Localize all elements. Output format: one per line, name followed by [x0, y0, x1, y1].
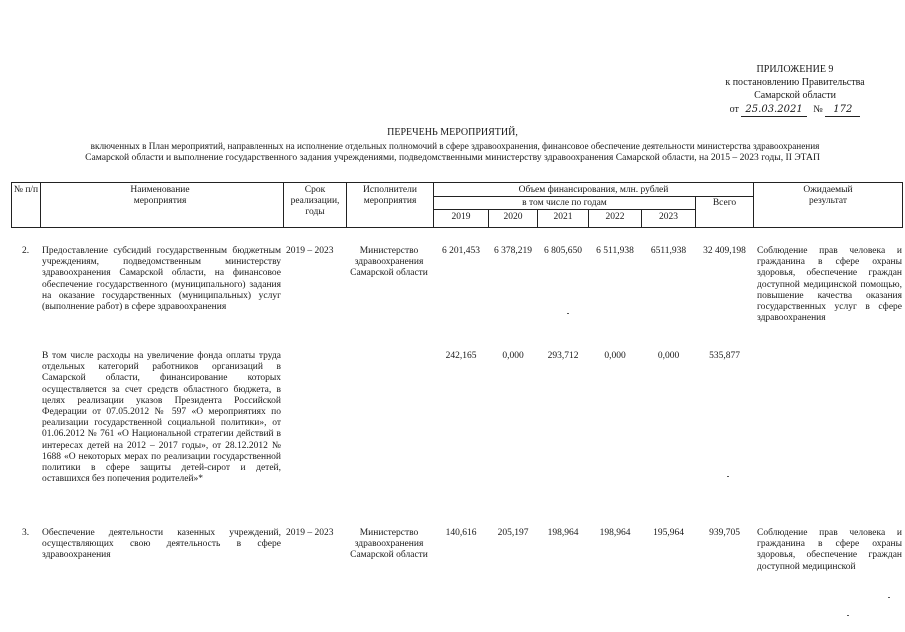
- row-value-2019: 6 201,453: [442, 246, 480, 256]
- row-result: Соблюдение прав человека и гражданина в сфере охраны здоровья, обеспечение граждан доступной медицинской: [757, 528, 902, 572]
- row-num: 3.: [22, 528, 30, 538]
- scan-speck: [888, 597, 890, 598]
- row-name: В том числе расходы на увеличение фонда оплаты труда отдельных категорий работников организаций в Самарской области, финансирование которых осуществляется за счет средств областного бюджета, в целях реализации указов Президента Российской Федерации от 07.05.2012 № 597 «О мероприятиях по реализации государственной социальной политики», от 01.06.2012 № 761 «О Национальной стратегии действий в интересах детей на 2012 – 2017 годы», от 28.12.2012 № 1688 «О некоторых мерах по реализации государственной политики в сфере защиты детей-сирот и детей, оставшихся без попечения родителей»*: [42, 351, 281, 485]
- row-executor: Министерство здравоохранения Самарской области: [350, 528, 428, 561]
- row-value-2023: 6511,938: [650, 246, 687, 256]
- heading-line2: включенных в План мероприятий, направленных на исполнение отдельных полномочий в сфере здравоохранения, финансовое обеспечение деятельности министерства здравоохранения: [90, 141, 820, 151]
- row-value-2020: 6 378,219: [494, 246, 532, 256]
- row-total: 535,877: [709, 351, 740, 361]
- row-term: 2019 – 2023: [286, 528, 334, 538]
- row-value-2022: 198,964: [599, 528, 631, 538]
- row-name: Обеспечение деятельности казенных учреждений, осуществляющих свою деятельность в сфере здравоохранения: [42, 528, 281, 561]
- header-year-2022: 2022: [605, 212, 625, 222]
- row-num: 2.: [22, 246, 30, 256]
- row-value-2023: 0,000: [657, 351, 680, 361]
- appendix-line1: к постановлению Правительства: [725, 77, 865, 88]
- row-value-2021: 6 805,650: [544, 246, 582, 256]
- appendix-block: [715, 63, 875, 117]
- header-term: Срок реализации, годы: [290, 185, 340, 217]
- header-name: Наименование мероприятия: [130, 185, 190, 206]
- decree-date: 25.03.2021: [741, 103, 806, 117]
- header-year-2020: 2020: [503, 212, 523, 222]
- row-value-2022: 0,000: [604, 351, 626, 361]
- header-result: Ожидаемый результат: [803, 185, 853, 206]
- row-value-2020: 205,197: [497, 528, 529, 538]
- row-name: Предоставление субсидий государственным бюджетным учреждениям, подведомственным министерству здравоохранения Самарской области, на финансовое обеспечение государственного (муниципального) задания на оказание государственных (муниципальных) услуг (выполнение работ) в сфере здравоохранения: [42, 246, 281, 313]
- header-year-2023: 2023: [659, 212, 678, 222]
- row-value-2023: 195,964: [653, 528, 684, 538]
- scan-speck: [847, 615, 849, 616]
- scan-speck: [727, 476, 729, 477]
- row-value-2019: 140,616: [445, 528, 477, 538]
- appendix-date-line: [715, 103, 875, 117]
- header-by-years: в том числе по годам: [522, 198, 607, 208]
- header-funding: Объем финансирования, млн. рублей: [518, 185, 669, 195]
- row-value-2021: 198,964: [547, 528, 579, 538]
- row-value-2019: 242,165: [445, 351, 477, 361]
- row-term: 2019 – 2023: [286, 246, 334, 256]
- header-num: № п/п: [13, 185, 39, 195]
- row-result: Соблюдение прав человека и гражданина в сфере охраны здоровья, обеспечение граждан доступной медицинской помощью, повышение качества оказания государственных услуг в сфере здравоохранения: [757, 246, 902, 324]
- heading-line3: Самарской области и выполнение государственного задания учреждениями, подведомственными министерству здравоохранения Самарской области, на 2015 – 2023 годы, II ЭТАП: [85, 152, 820, 163]
- row-total: 32 409,198: [703, 246, 746, 256]
- scan-speck: [567, 313, 569, 314]
- row-value-2020: 0,000: [502, 351, 524, 361]
- row-value-2022: 6 511,938: [596, 246, 634, 256]
- header-executors: Исполнители мероприятия: [363, 185, 417, 206]
- header-year-2019: 2019: [451, 212, 471, 222]
- header-total: Всего: [712, 198, 737, 208]
- heading-line1: ПЕРЕЧЕНЬ МЕРОПРИЯТИЙ,: [387, 127, 518, 138]
- decree-number: 172: [825, 103, 860, 117]
- row-value-2021: 293,712: [547, 351, 579, 361]
- number-label: №: [813, 104, 823, 115]
- from-label: от: [729, 104, 739, 115]
- header-year-2021: 2021: [553, 212, 573, 222]
- row-executor: Министерство здравоохранения Самарской области: [350, 246, 428, 279]
- appendix-title: ПРИЛОЖЕНИЕ 9: [756, 64, 834, 75]
- appendix-line2: Самарской области: [754, 90, 836, 101]
- row-total: 939,705: [709, 528, 740, 538]
